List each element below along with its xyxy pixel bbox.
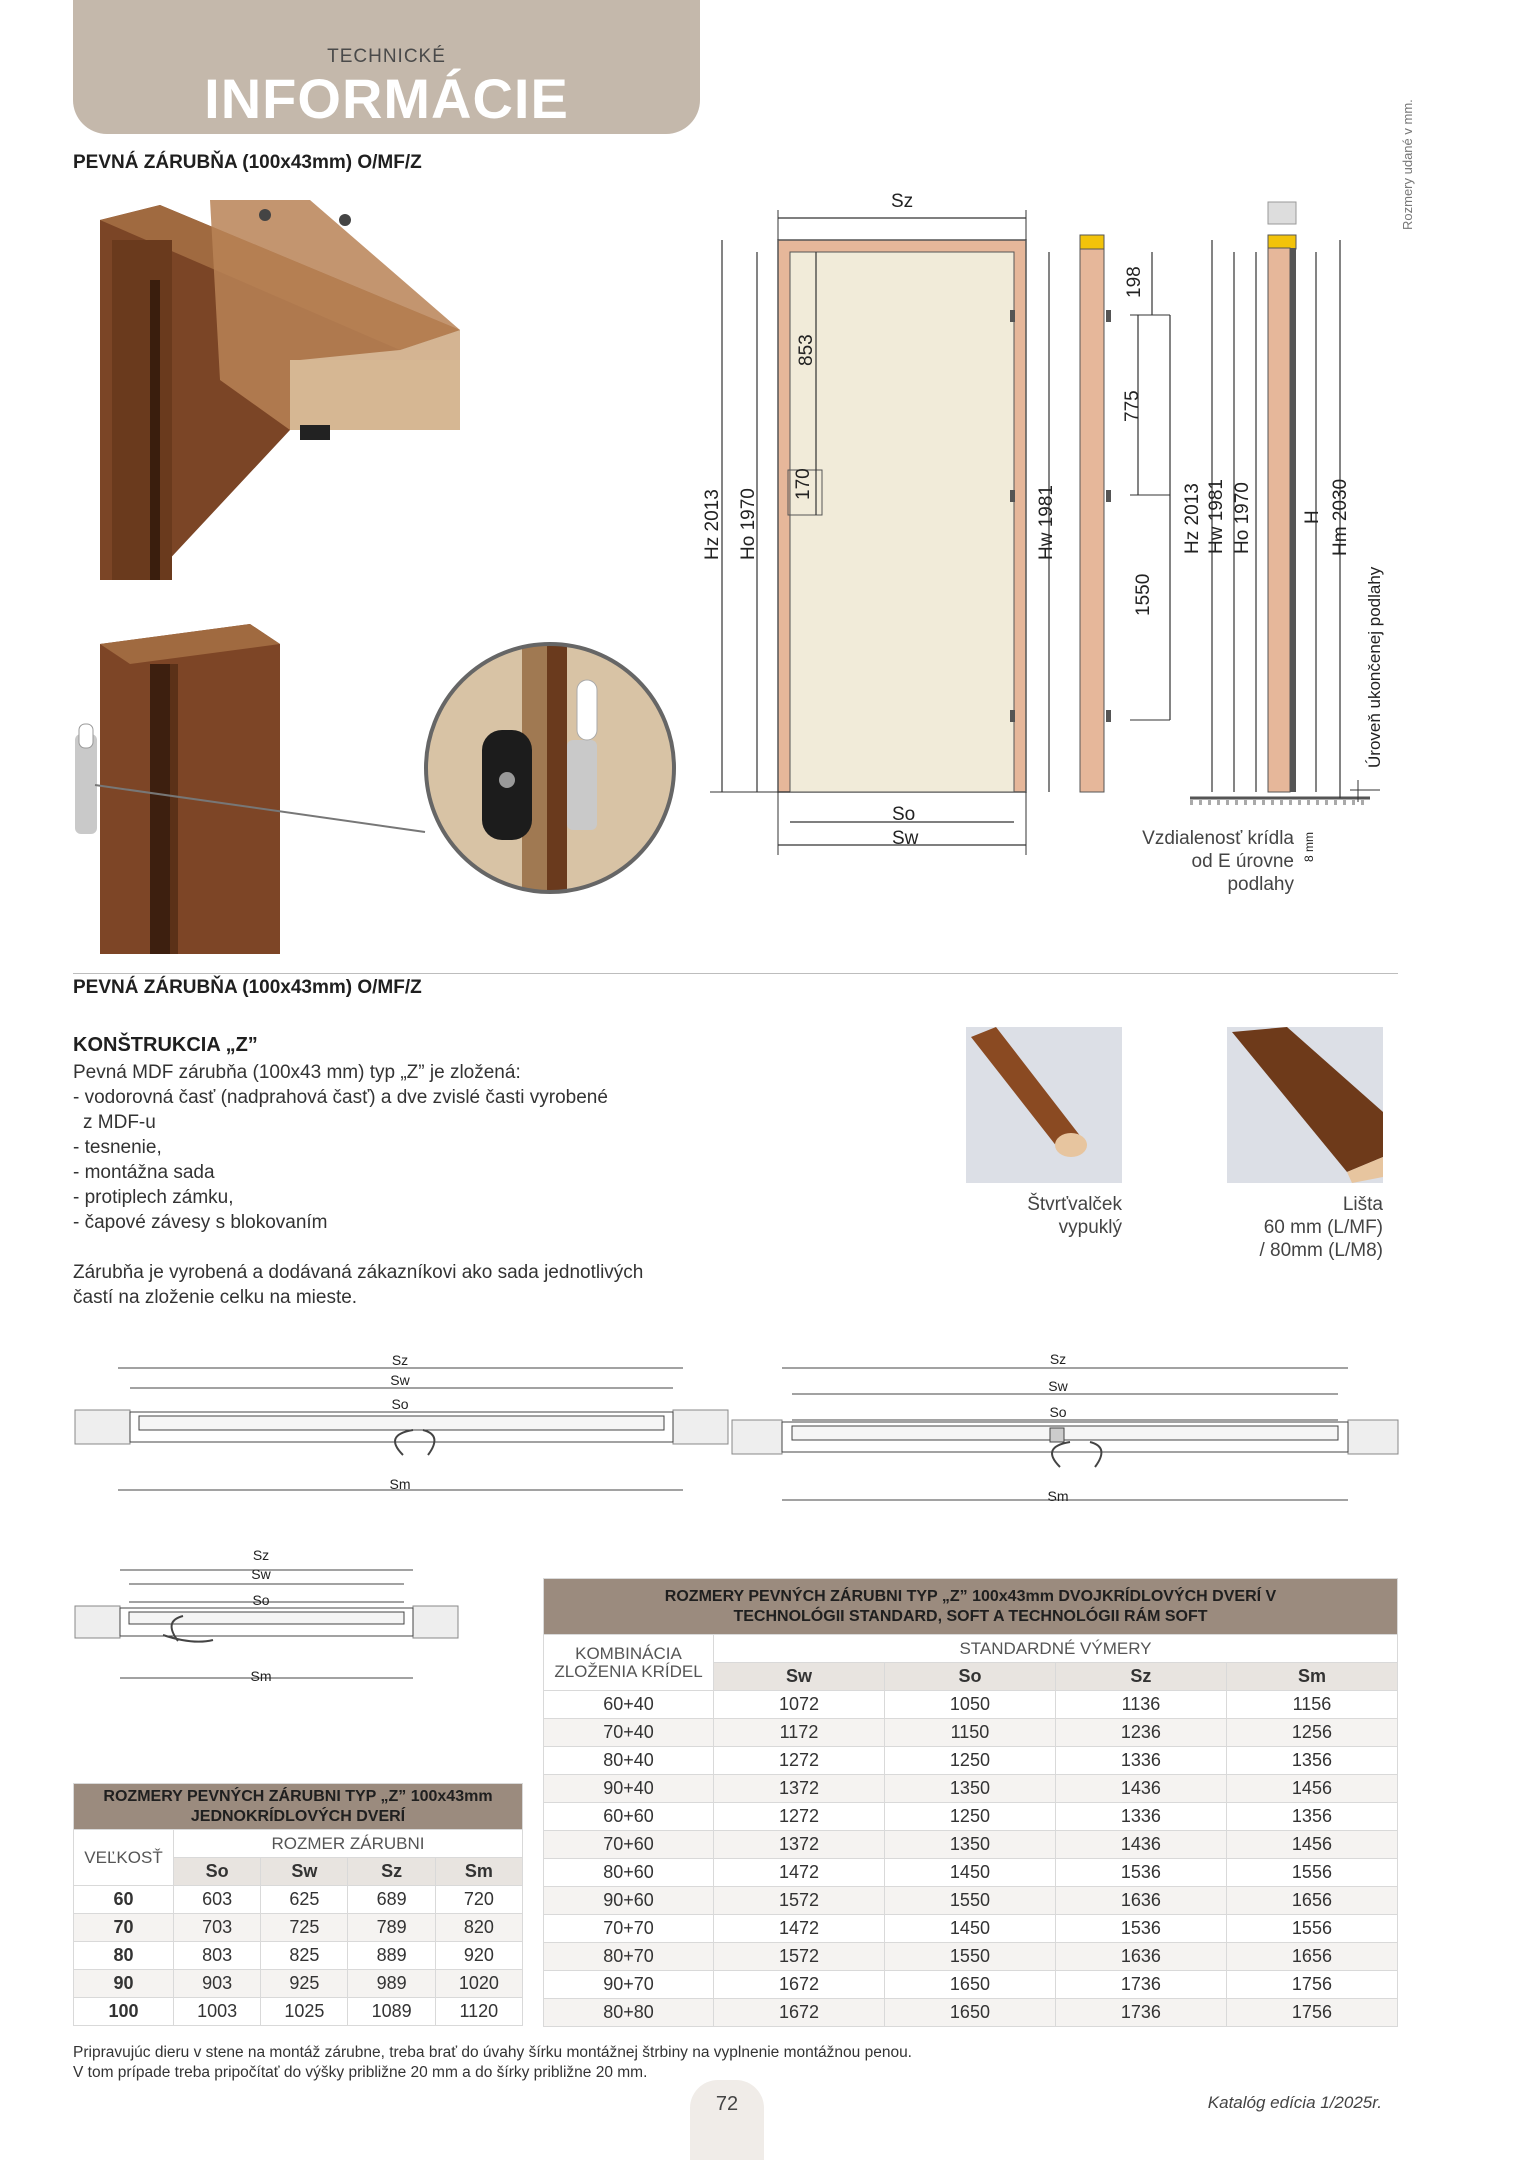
dim-hm-2030: Hm 2030 — [1330, 478, 1351, 556]
table-cell: 80 — [74, 1942, 174, 1970]
plan2-sm: Sm — [1047, 1488, 1069, 1504]
dim-so-label: So — [892, 804, 916, 825]
table-cell: 789 — [348, 1914, 435, 1942]
table-double-group: STANDARDNÉ VÝMERY — [714, 1635, 1398, 1663]
table-cell: 1356 — [1226, 1803, 1397, 1831]
plan3-sz: Sz — [252, 1547, 270, 1563]
quarter-round-caption: Štvrťvalček vypuklý — [1027, 1194, 1122, 1238]
table-cell: 70+60 — [544, 1831, 714, 1859]
table-cell: 1472 — [714, 1859, 885, 1887]
table-cell: 1150 — [884, 1719, 1055, 1747]
table-single-velkost: VEĽKOSŤ — [74, 1830, 174, 1886]
trim-strip-caption: Lišta 60 mm (L/MF) / 80mm (L/M8) — [1259, 1194, 1383, 1261]
table-cell: 989 — [348, 1970, 435, 1998]
table-cell: 1636 — [1055, 1943, 1226, 1971]
konstrukcia-line: Pevná MDF zárubňa (100x43 mm) typ „Z” je zložená: — [73, 1062, 521, 1083]
dim-170: 170 — [793, 468, 814, 500]
plan3-so: So — [252, 1592, 270, 1608]
table-cell: 100 — [74, 1998, 174, 2026]
table-cell: 1672 — [714, 1999, 885, 2027]
table-double-title: ROZMERY PEVNÝCH ZÁRUBNI TYP „Z” 100x43mm DVOJKRÍDLOVÝCH DVERÍ V TECHNOLÓGII STANDARD, SOFT A TECHNOLÓGII RÁM SOFT — [544, 1579, 1398, 1635]
konstrukcia-paragraph: Zárubňa je vyrobená a dodávaná zákazníkovi ako sada jednotlivých častí na zloženie celku na mieste. — [73, 1262, 644, 1308]
table-cell: 889 — [348, 1942, 435, 1970]
table-row — [74, 1998, 523, 2026]
plan2-so: So — [1049, 1404, 1067, 1420]
table-double-col: So — [884, 1663, 1055, 1691]
table-cell: 80+60 — [544, 1859, 714, 1887]
floor-level-label: Úroveň ukončenej podlahy — [1365, 566, 1384, 768]
table-cell: 1650 — [884, 1999, 1055, 2027]
table-double-col: Sm — [1226, 1663, 1397, 1691]
table-row — [544, 1691, 1398, 1719]
table-cell: 80+40 — [544, 1747, 714, 1775]
table-row — [544, 1999, 1398, 2027]
konstrukcia-line: - tesnenie, — [73, 1137, 162, 1158]
table-cell: 70+40 — [544, 1719, 714, 1747]
hinge-zoom-circle — [422, 640, 678, 896]
table-cell: 1636 — [1055, 1887, 1226, 1915]
table-cell: 1089 — [348, 1998, 435, 2026]
table-cell: 1136 — [1055, 1691, 1226, 1719]
table-cell: 903 — [174, 1970, 261, 1998]
table-cell: 725 — [261, 1914, 348, 1942]
plan2-sw: Sw — [1048, 1378, 1068, 1394]
table-single-col: Sm — [435, 1858, 522, 1886]
table-cell: 1556 — [1226, 1859, 1397, 1887]
table-cell: 1536 — [1055, 1859, 1226, 1887]
zoom-connector-line — [90, 770, 430, 840]
plan1-sz: Sz — [391, 1352, 409, 1368]
table-single-title: ROZMERY PEVNÝCH ZÁRUBNI TYP „Z” 100x43mm JEDNOKRÍDLOVÝCH DVERÍ — [74, 1784, 523, 1830]
gap-8mm-label: 8 mm — [1302, 832, 1316, 862]
konstrukcia-text — [73, 1060, 713, 1310]
konstrukcia-line: - montážna sada — [73, 1162, 215, 1183]
table-cell: 920 — [435, 1942, 522, 1970]
table-cell: 1020 — [435, 1970, 522, 1998]
konstrukcia-line: - protiplech zámku, — [73, 1187, 234, 1208]
table-double-col: Sz — [1055, 1663, 1226, 1691]
table-cell: 720 — [435, 1886, 522, 1914]
table-row — [544, 1915, 1398, 1943]
table-cell: 1550 — [884, 1887, 1055, 1915]
table-cell: 1656 — [1226, 1887, 1397, 1915]
table-cell: 70+70 — [544, 1915, 714, 1943]
table-cell: 925 — [261, 1970, 348, 1998]
dim-hz-2013-right: Hz 2013 — [1182, 483, 1203, 554]
dim-sw-label: Sw — [892, 828, 919, 849]
table-cell: 1336 — [1055, 1747, 1226, 1775]
table-cell: 1250 — [884, 1803, 1055, 1831]
table-cell: 1572 — [714, 1943, 885, 1971]
table-cell: 689 — [348, 1886, 435, 1914]
table-cell: 80+80 — [544, 1999, 714, 2027]
table-row — [544, 1943, 1398, 1971]
konstrukcia-line: z MDF-u — [83, 1112, 156, 1133]
dim-sz-label: Sz — [891, 191, 914, 212]
table-cell: 90+40 — [544, 1775, 714, 1803]
header-subtitle: TECHNICKÉ — [327, 46, 446, 67]
table-double-col: Sw — [714, 1663, 885, 1691]
dim-853: 853 — [796, 334, 817, 366]
section-title-2: PEVNÁ ZÁRUBŇA (100x43mm) O/MF/Z — [73, 977, 422, 998]
gap-caption: Vzdialenosť krídla od E úrovne podlahy — [1142, 828, 1294, 895]
table-cell: 603 — [174, 1886, 261, 1914]
header-title: INFORMÁCIE — [204, 67, 569, 130]
table-single-col: Sw — [261, 1858, 348, 1886]
table-cell: 1356 — [1226, 1747, 1397, 1775]
table-cell: 1250 — [884, 1747, 1055, 1775]
page-number: 72 — [715, 2093, 739, 2115]
table-cell: 1436 — [1055, 1775, 1226, 1803]
table-cell: 70 — [74, 1914, 174, 1942]
table-cell: 1456 — [1226, 1775, 1397, 1803]
dim-1550: 1550 — [1133, 573, 1154, 616]
table-single-leaf — [73, 1783, 523, 2026]
dim-h: H — [1302, 510, 1323, 524]
catalog-edition: Katalóg edícia 1/2025r. — [1207, 2093, 1382, 2112]
table-cell: 1156 — [1226, 1691, 1397, 1719]
table-row — [544, 1719, 1398, 1747]
table-cell: 1120 — [435, 1998, 522, 2026]
table-cell: 1472 — [714, 1915, 885, 1943]
frame-corner-photo — [90, 200, 470, 580]
table-cell: 1736 — [1055, 1971, 1226, 1999]
table-cell: 1172 — [714, 1719, 885, 1747]
dim-hw-1981-right: Hw 1981 — [1206, 479, 1227, 554]
table-row — [544, 1775, 1398, 1803]
units-note: Rozmery udané v mm. — [1400, 99, 1415, 230]
dim-198: 198 — [1124, 266, 1145, 298]
plan3-sm: Sm — [250, 1668, 272, 1684]
table-cell: 1003 — [174, 1998, 261, 2026]
page-number-tab — [690, 2080, 764, 2160]
table-cell: 803 — [174, 1942, 261, 1970]
dim-ho-1970: Ho 1970 — [738, 488, 759, 560]
table-cell: 1256 — [1226, 1719, 1397, 1747]
table-cell: 1336 — [1055, 1803, 1226, 1831]
table-cell: 1025 — [261, 1998, 348, 2026]
table-row — [544, 1859, 1398, 1887]
section-title-1: PEVNÁ ZÁRUBŇA (100x43mm) O/MF/Z — [73, 152, 422, 173]
table-row — [544, 1887, 1398, 1915]
table-cell: 1236 — [1055, 1719, 1226, 1747]
table-cell: 703 — [174, 1914, 261, 1942]
table-cell: 1350 — [884, 1775, 1055, 1803]
table-row — [544, 1747, 1398, 1775]
dim-hz-2013: Hz 2013 — [702, 489, 723, 560]
table-row — [74, 1914, 523, 1942]
table-cell: 1656 — [1226, 1943, 1397, 1971]
table-single-group: ROZMER ZÁRUBNI — [174, 1830, 523, 1858]
dim-ho-1970-right: Ho 1970 — [1232, 482, 1253, 554]
table-cell: 60+40 — [544, 1691, 714, 1719]
table-single-col: So — [174, 1858, 261, 1886]
quarter-round-photo — [966, 1027, 1122, 1183]
table-cell: 1456 — [1226, 1831, 1397, 1859]
table-cell: 1450 — [884, 1859, 1055, 1887]
door-technical-drawing — [700, 190, 1400, 930]
konstrukcia-title: KONŠTRUKCIA „Z” — [73, 1034, 258, 1056]
table-cell: 1650 — [884, 1971, 1055, 1999]
table-cell: 1072 — [714, 1691, 885, 1719]
header-tab — [73, 0, 700, 134]
plan1-sm: Sm — [389, 1476, 411, 1492]
table-cell: 1272 — [714, 1803, 885, 1831]
table-cell: 1272 — [714, 1747, 885, 1775]
table-cell: 1572 — [714, 1887, 885, 1915]
plan1-sw: Sw — [390, 1372, 410, 1388]
table-cell: 1372 — [714, 1831, 885, 1859]
table-row — [74, 1886, 523, 1914]
table-single-col: Sz — [348, 1858, 435, 1886]
trim-strip-photo — [1227, 1027, 1383, 1183]
table-cell: 1550 — [884, 1943, 1055, 1971]
table-cell: 625 — [261, 1886, 348, 1914]
table-cell: 90+70 — [544, 1971, 714, 1999]
table-cell: 820 — [435, 1914, 522, 1942]
konstrukcia-line: - vodorovná časť (nadprahová časť) a dve zvislé časti vyrobené — [73, 1087, 608, 1108]
table-double-leaf — [543, 1578, 1398, 2027]
table-row — [544, 1803, 1398, 1831]
table-cell: 80+70 — [544, 1943, 714, 1971]
plan3-sw: Sw — [251, 1566, 271, 1582]
table-cell: 1436 — [1055, 1831, 1226, 1859]
table-cell: 60 — [74, 1886, 174, 1914]
section-divider — [73, 973, 1398, 974]
table-cell: 90 — [74, 1970, 174, 1998]
table-cell: 1450 — [884, 1915, 1055, 1943]
table-cell: 1756 — [1226, 1999, 1397, 2027]
table-cell: 825 — [261, 1942, 348, 1970]
table-row — [74, 1942, 523, 1970]
table-row — [74, 1970, 523, 1998]
table-cell: 1756 — [1226, 1971, 1397, 1999]
table-cell: 1736 — [1055, 1999, 1226, 2027]
plan2-sz: Sz — [1049, 1351, 1067, 1367]
plan-drawing-double — [730, 1350, 1400, 1510]
footnote — [73, 2043, 912, 2083]
table-row — [544, 1831, 1398, 1859]
table-row — [544, 1971, 1398, 1999]
table-cell: 60+60 — [544, 1803, 714, 1831]
dim-775: 775 — [1122, 390, 1143, 422]
table-double-komb: KOMBINÁCIA ZLOŽENIA KRÍDEL — [544, 1635, 714, 1691]
table-cell: 1350 — [884, 1831, 1055, 1859]
table-cell: 1372 — [714, 1775, 885, 1803]
table-cell: 1672 — [714, 1971, 885, 1999]
konstrukcia-line: - čapové závesy s blokovaním — [73, 1212, 328, 1233]
plan1-so: So — [391, 1396, 409, 1412]
dim-hw-1981: Hw 1981 — [1036, 485, 1057, 560]
table-cell: 90+60 — [544, 1887, 714, 1915]
footnote-line: Pripravujúc dieru v stene na montáž zárubne, treba brať do úvahy šírku montážnej štrbiny na vyplnenie montážnou penou. — [73, 2044, 912, 2061]
footnote-line: V tom prípade treba pripočítať do výšky približne 20 mm a do šírky približne 20 mm. — [73, 2064, 648, 2081]
table-cell: 1536 — [1055, 1915, 1226, 1943]
table-cell: 1556 — [1226, 1915, 1397, 1943]
table-cell: 1050 — [884, 1691, 1055, 1719]
